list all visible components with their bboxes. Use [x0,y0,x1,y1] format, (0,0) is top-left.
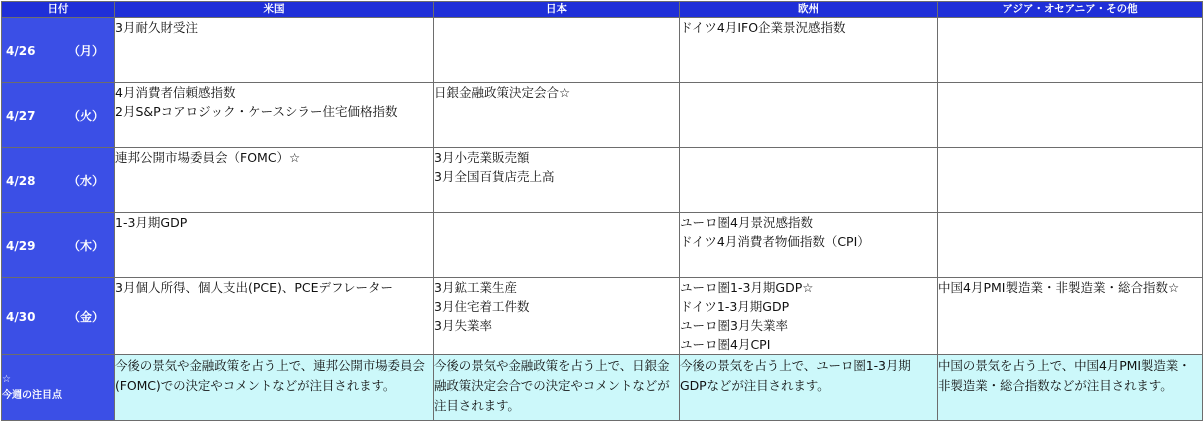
date-cell [2,18,115,83]
event-item: 3月鉱工業生産 [434,280,517,295]
focus-us: 今後の景気や金融政策を占う上で、連邦公開市場委員会(FOMC)での決定やコメントなどが注目されます。 [115,355,434,421]
calendar-row [2,18,1203,83]
header-japan: 日本 [434,2,680,18]
calendar-row [2,83,1203,148]
event-cell-europe [680,148,938,213]
event-item: ドイツ1-3月期GDP [680,299,790,314]
event-item: 3月失業率 [434,318,492,333]
event-item: ユーロ圏4月CPI [680,337,771,352]
focus-japan: 今後の景気や金融政策を占う上で、日銀金融政策決定会合での決定やコメントなどが注目されます。 [434,355,680,421]
date-text: 4/30 [6,309,36,324]
date-cell [2,148,115,213]
event-cell-other [938,18,1203,83]
focus-label-text: 今週の注目点 [2,389,62,401]
calendar-row [2,278,1203,355]
event-item: ドイツ4月IFO企業景況感指数 [680,20,846,35]
event-item: ユーロ圏4月景況感指数 [680,215,813,230]
weekday-text: （水） [68,173,105,188]
date-text: 4/27 [6,108,36,123]
event-item: ドイツ4月消費者物価指数（CPI） [680,234,870,249]
header-other: アジア・オセアニア・その他 [938,2,1203,18]
economic-calendar-table [1,1,1203,421]
calendar-row [2,213,1203,278]
event-cell-other [938,83,1203,148]
event-cell-other [938,213,1203,278]
event-cell-europe [680,278,938,355]
event-cell-japan [434,18,680,83]
event-item: 日銀金融政策決定会合☆ [434,85,571,100]
event-cell-us [115,278,434,355]
event-item: 2月S&Pコアロジック・ケースシラー住宅価格指数 [115,104,398,119]
event-item: 中国4月PMI製造業・非製造業・総合指数☆ [938,280,1180,295]
event-cell-europe [680,18,938,83]
event-item: 3月小売業販売額 [434,150,530,165]
weekday-text: （木） [68,238,105,253]
event-cell-japan [434,148,680,213]
event-cell-us [115,148,434,213]
header-date: 日付 [2,2,115,18]
weekday-text: （月） [68,43,105,58]
event-cell-japan [434,83,680,148]
star-icon: ☆ [2,373,11,385]
calendar-body [2,18,1203,355]
date-cell [2,83,115,148]
event-item: 3月住宅着工件数 [434,299,530,314]
event-cell-other [938,148,1203,213]
header-europe: 欧州 [680,2,938,18]
event-cell-europe [680,83,938,148]
date-cell [2,213,115,278]
date-text: 4/26 [6,43,36,58]
event-item: ユーロ圏1-3月期GDP☆ [680,280,814,295]
focus-other: 中国の景気を占う上で、中国4月PMI製造業・非製造業・総合指数などが注目されます。 [938,355,1203,421]
calendar-row [2,148,1203,213]
focus-europe: 今後の景気を占う上で、ユーロ圏1-3月期GDPなどが注目されます。 [680,355,938,421]
event-cell-other [938,278,1203,355]
event-cell-europe [680,213,938,278]
event-cell-japan [434,213,680,278]
event-cell-us [115,213,434,278]
date-text: 4/29 [6,238,36,253]
event-item: ユーロ圏3月失業率 [680,318,788,333]
event-item: 3月耐久財受注 [115,20,198,35]
header-row [2,2,1203,18]
event-item: 1-3月期GDP [115,215,188,230]
event-item: 連邦公開市場委員会（FOMC）☆ [115,150,301,165]
event-cell-us [115,18,434,83]
weekday-text: （火） [68,108,105,123]
weekly-focus-row [2,355,1203,421]
event-cell-us [115,83,434,148]
weekly-focus-label [2,355,115,421]
event-item: 3月全国百貨店売上高 [434,169,555,184]
event-item: 4月消費者信頼感指数 [115,85,236,100]
date-cell [2,278,115,355]
date-text: 4/28 [6,173,36,188]
event-item: 3月個人所得、個人支出(PCE)、PCEデフレーター [115,280,394,295]
weekday-text: （金） [68,309,105,324]
header-us: 米国 [115,2,434,18]
event-cell-japan [434,278,680,355]
